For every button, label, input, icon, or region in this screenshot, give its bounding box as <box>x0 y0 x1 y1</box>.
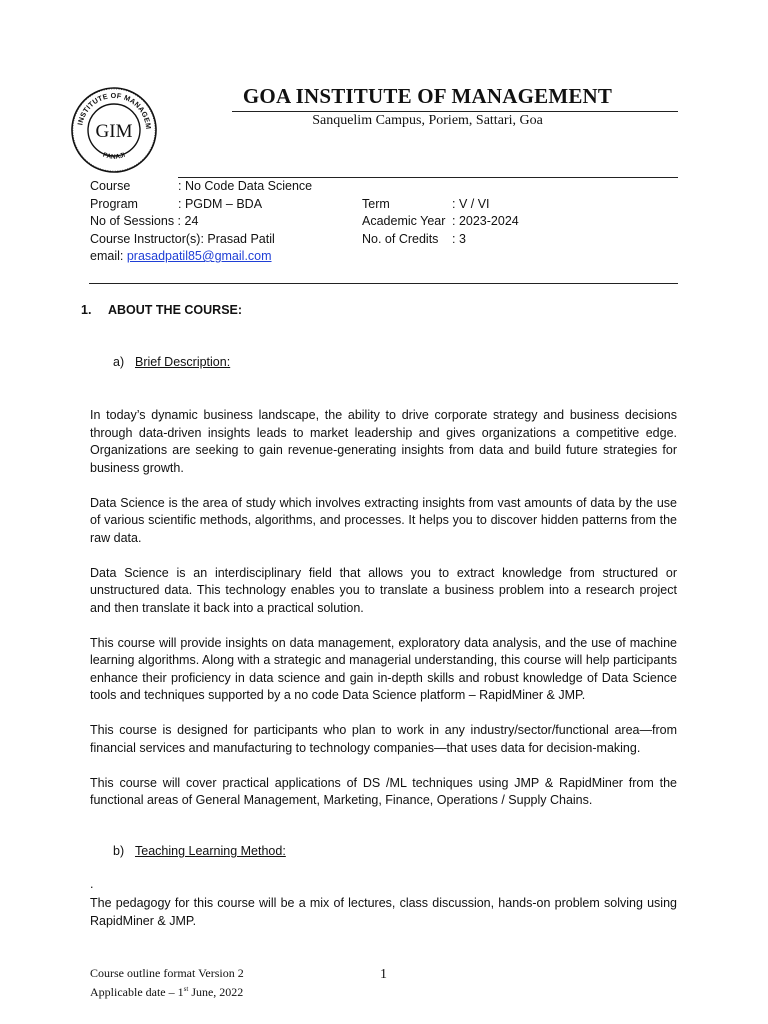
institution-title: GOA INSTITUTE OF MANAGEMENT <box>242 84 613 108</box>
paragraph: In today’s dynamic business landscape, the ability to drive corporate strategy and business decisions through data-driven insights leads to market leadership and gives organizations a competitive edge. Organizations are seeking to gain revenue-generating insights from data and build future strategies for business growth. <box>90 408 677 475</box>
paragraph: This course will cover practical applications of DS /ML techniques using JMP & RapidMiner from the functional areas of General Management, Marketing, Finance, Operations / Supply Chains. <box>90 775 677 807</box>
course-label: Course <box>90 179 131 193</box>
email-link[interactable]: prasadpatil85@gmail.com <box>126 249 272 263</box>
institute-logo <box>70 86 158 174</box>
email-label: email: <box>90 249 127 263</box>
subheading-brief <box>113 355 230 369</box>
info-bottom-rule <box>89 283 678 284</box>
credits-value: : 3 <box>452 231 466 246</box>
instructor-line: Course Instructor(s): Prasad Patil <box>90 231 275 246</box>
term-label: Term <box>362 196 390 211</box>
program-value: : PGDM – BDA <box>178 196 263 211</box>
paragraph: Data Science is the area of study which involves extracting insights from vast amounts of data by the use of various scientific methods, algorithms, and processes. It helps you to discover hidden patterns from the raw data. <box>90 495 677 545</box>
subheading-label: b) <box>113 844 125 858</box>
logo-monogram: GIM <box>95 121 133 142</box>
paragraph: This course is designed for participants who plan to work in any industry/sector/functional area—from financial services and manufacturing to technology companies—that uses data for decision-making. <box>90 723 677 755</box>
year-value: : 2023-2024 <box>452 214 519 228</box>
campus-address: Sanquelim Campus, Poriem, Sattari, Goa <box>312 113 543 128</box>
sessions-line: No of Sessions : 24 <box>90 214 199 228</box>
page-number: 1 <box>380 967 387 982</box>
section-heading <box>81 303 242 317</box>
subheading-label: a) <box>113 355 125 369</box>
email-line <box>90 248 272 266</box>
credits-label: No. of Credits <box>362 231 439 246</box>
paragraph: The pedagogy for this course will be a mix of lectures, class discussion, hands-on problem solving using RapidMiner & JMP. <box>90 896 677 928</box>
stray-dot: . <box>90 877 94 891</box>
course-value: : No Code Data Science <box>178 179 313 193</box>
subheading-text: Brief Description: <box>135 355 231 369</box>
page-footer <box>90 965 244 1000</box>
footer-applicable-date: Applicable date – 1st June, 2022 <box>90 985 244 999</box>
logo-ring-text: INSTITUTE OF MANAGEM <box>75 90 154 130</box>
title-rule <box>232 111 678 112</box>
subheading-text: Teaching Learning Method: <box>135 844 286 858</box>
program-label: Program <box>90 196 138 211</box>
year-label: Academic Year <box>362 214 446 228</box>
section-title: ABOUT THE COURSE: <box>108 303 243 317</box>
svg-text:PANAJI <box>102 152 126 161</box>
footer-version: Course outline format Version 2 <box>90 966 244 980</box>
paragraph: Data Science is an interdisciplinary field that allows you to extract knowledge from structured or unstructured data. This technology enables you to translate a business problem into a research project and then translate it back into a practical solution. <box>90 565 677 615</box>
term-value: : V / VI <box>452 196 490 211</box>
section-number: 1. <box>81 303 92 317</box>
paragraph: This course will provide insights on data management, exploratory data analysis, and the use of machine learning algorithms. Along with a strategic and managerial understanding, this course will help participants enhance their proficiency in data science and gain in-depth skills and robust knowledge of Data Science tools and techniques supported by a no code Data Science platform – RapidMiner & JMP. <box>90 635 677 702</box>
logo-ring-bottom-text: PANAJI <box>101 151 127 161</box>
subheading-teaching <box>113 844 286 858</box>
